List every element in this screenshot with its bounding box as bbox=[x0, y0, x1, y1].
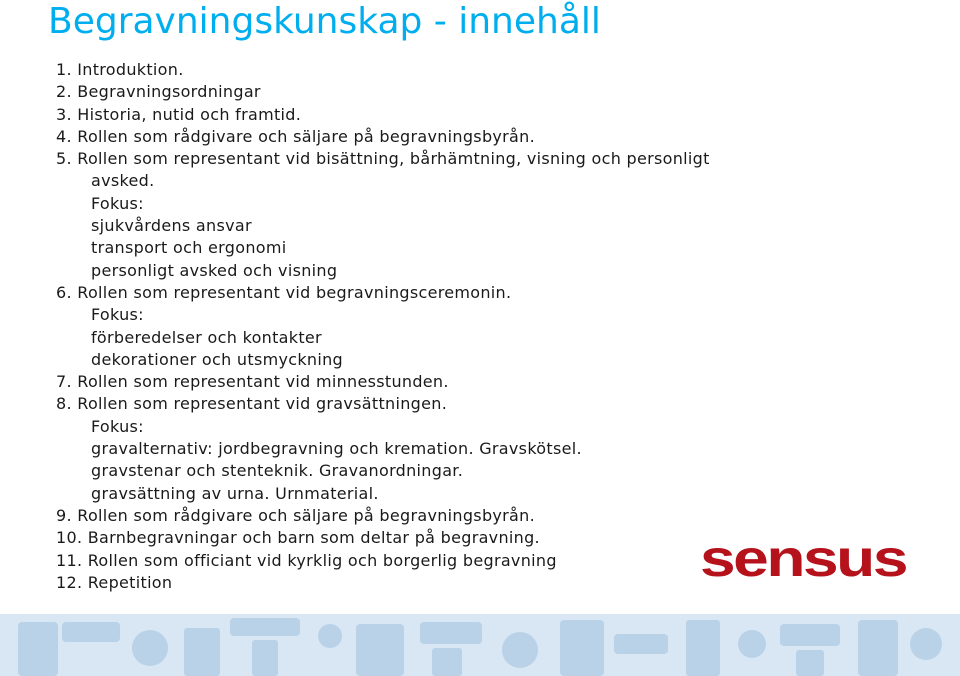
toc-item: 7. Rollen som representant vid minnesstunden. bbox=[56, 372, 449, 392]
toc-subitem: dekorationer och utsmyckning bbox=[91, 349, 343, 369]
toc-item: 8. Rollen som representant vid gravsättningen. bbox=[56, 394, 448, 414]
decorative-footer-band bbox=[0, 614, 960, 676]
toc-subitem: Fokus: bbox=[91, 416, 144, 436]
toc-item: 2. Begravningsordningar bbox=[56, 82, 261, 102]
toc-subitem: förberedelser och kontakter bbox=[91, 327, 322, 347]
toc-subitem: gravstenar och stenteknik. Gravanordningar. bbox=[91, 461, 464, 481]
toc-item: 3. Historia, nutid och framtid. bbox=[56, 104, 302, 124]
contents-list bbox=[56, 59, 710, 594]
toc-item: 10. Barnbegravningar och barn som deltar på begravning. bbox=[56, 528, 540, 548]
logo-wordmark: sensus bbox=[700, 535, 907, 583]
toc-subitem: sjukvårdens ansvar bbox=[91, 216, 252, 236]
toc-item: 6. Rollen som representant vid begravningsceremonin. bbox=[56, 282, 512, 302]
toc-subitem: Fokus: bbox=[91, 193, 144, 213]
toc-item-continuation: avsked. bbox=[91, 171, 155, 191]
toc-subitem: Fokus: bbox=[91, 305, 144, 325]
toc-subitem: gravsättning av urna. Urnmaterial. bbox=[91, 483, 379, 503]
toc-subitem: transport och ergonomi bbox=[91, 238, 287, 258]
toc-subitem: gravalternativ: jordbegravning och kremation. Gravskötsel. bbox=[91, 439, 582, 459]
toc-subitem: personligt avsked och visning bbox=[91, 260, 338, 280]
toc-item: 5. Rollen som representant vid bisättning, bårhämtning, visning och personligt bbox=[56, 149, 710, 169]
toc-item: 4. Rollen som rådgivare och säljare på begravningsbyrån. bbox=[56, 126, 535, 146]
sensus-logo bbox=[698, 535, 908, 583]
toc-item: 9. Rollen som rådgivare och säljare på begravningsbyrån. bbox=[56, 505, 535, 525]
toc-item: 12. Repetition bbox=[56, 572, 173, 592]
toc-item: 1. Introduktion. bbox=[56, 60, 184, 79]
toc-item: 11. Rollen som officiant vid kyrklig och borgerlig begravning bbox=[56, 550, 557, 570]
slide-title: Begravningskunskap - innehåll bbox=[48, 1, 601, 42]
